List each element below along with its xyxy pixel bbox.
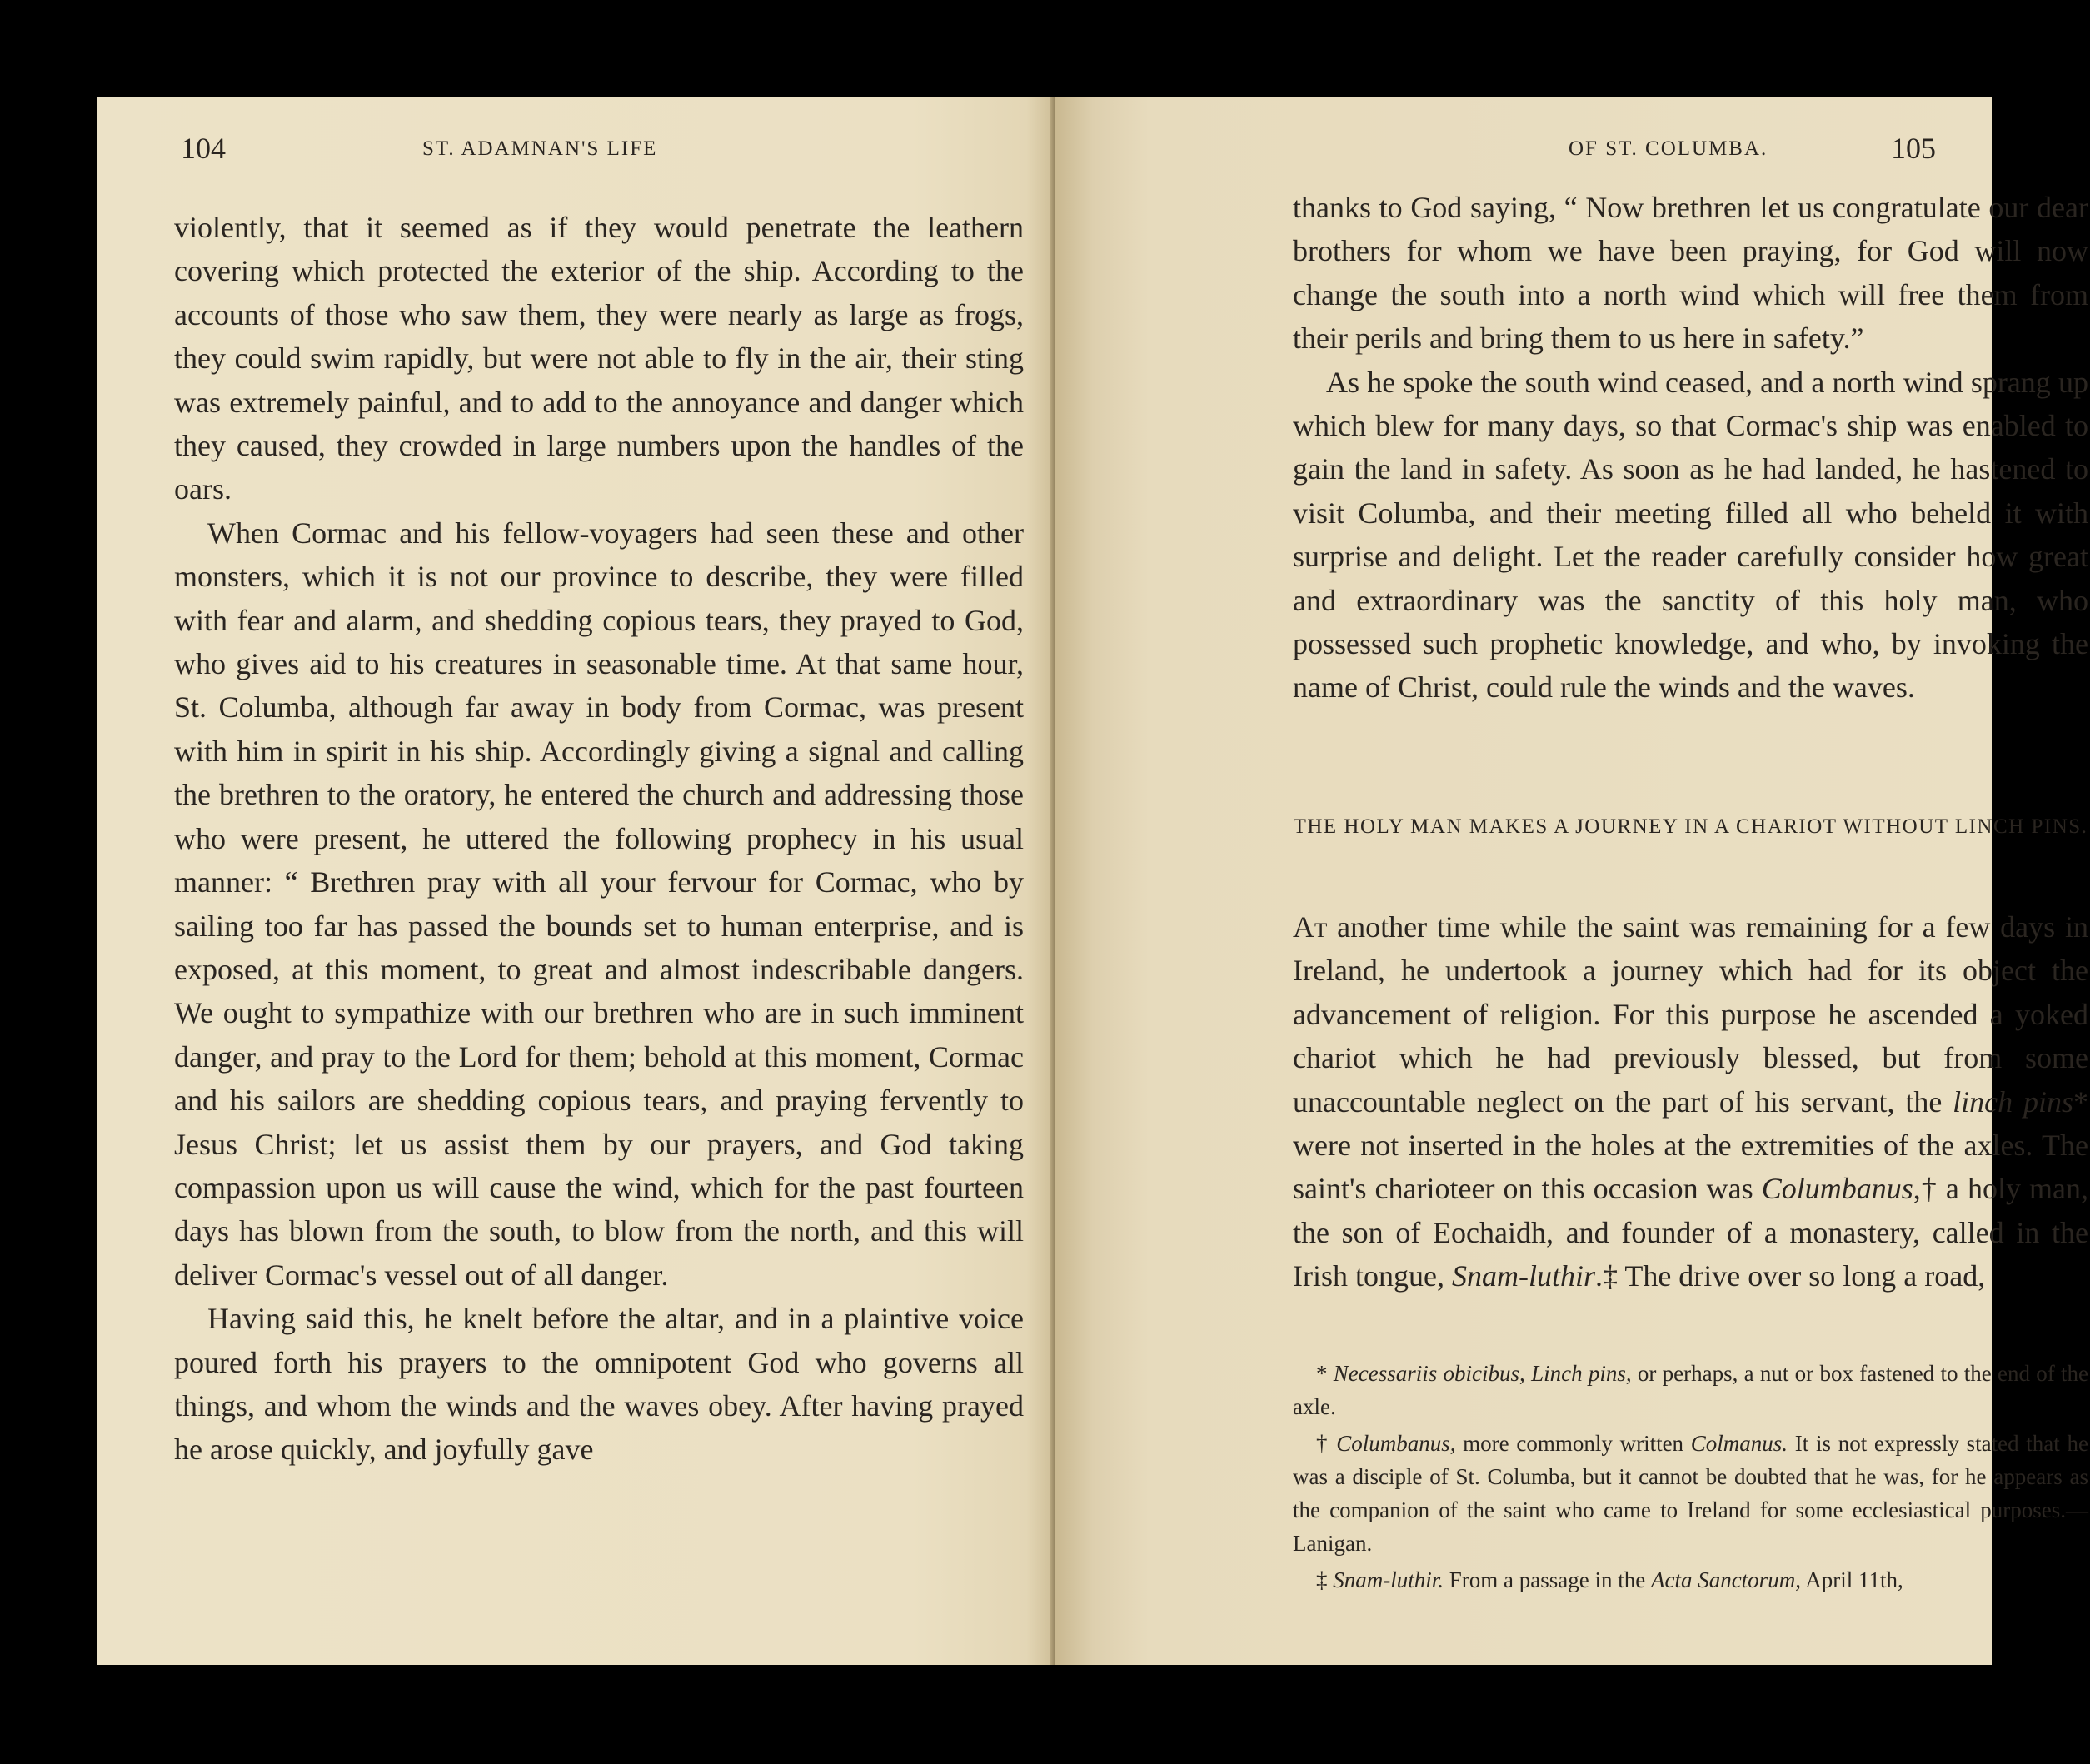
section-text-2: * were not inserted in the holes at the extremities of the axles. The saint's charioteer on this occasion was [1293,1084,2088,1206]
footnote-text: From a passage in the [1444,1567,1651,1592]
footnote-1 [1293,1357,2088,1423]
footnote-text: more commonly written [1455,1431,1691,1456]
footnote-text: or perhaps, a nut or box fastened to the end of the axle. [1293,1361,2088,1419]
right-page-number: 105 [1891,132,1936,165]
left-paragraph-1: violently, that it seemed as if they would penetrate the leathern covering which protected the exterior of the ship. According to the accounts of those who saw them, they were nearly as large as frogs, they could swim rapidly, but were not able to fly in the air, their sting was extremely painful, and to add to the annoyance and danger which they caused, they crowded in large numbers upon the handles of the oars. [174,211,1024,506]
left-body-text [174,206,1024,1472]
left-page-number: 104 [181,132,226,165]
left-running-head: ST. ADAMNAN'S LIFE [422,137,658,160]
section-italic-1: linch pins [1953,1084,2073,1119]
section-text-4: .‡ The drive over so long a road, [1594,1259,1986,1293]
footnote-3 [1293,1563,2088,1597]
left-page [97,97,1055,1665]
section-heading: THE HOLY MAN MAKES A JOURNEY IN A CHARIOT WITHOUT LINCH PINS. [1293,815,2088,838]
footnote-2 [1293,1427,2088,1560]
footnote-text-b: It is not expressly stated that he was a disciple of St. Columba, but it cannot be doubted that he was, for he appears as the companion of the saint who came to Ireland for some ecclesiastical purposes.—Lanigan. [1293,1431,2088,1556]
section-body-text [1293,905,2088,1298]
footnote-text-b: April 11th, [1800,1567,1903,1592]
open-book [97,97,2088,1665]
footnote-mark: * [1316,1361,1334,1386]
footnote-italic: Columbanus, [1336,1431,1456,1456]
footnote-mark: † [1316,1431,1337,1456]
footnote-italic: Necessariis obicibus, Linch pins, [1333,1361,1632,1386]
right-paragraph-2: As he spoke the south wind ceased, and a north wind sprang up which blew for many days, so that Cormac's ship was enabled to gain the land in safety. As soon as he had landed, he hastened to visit Columba, and their meeting filled all who beheld it with surprise and delight. Let the reader carefully consider how great and extraordinary was the sanctity of this holy man, who possessed such prophetic knowledge, and who, by invoking the name of Christ, could rule the winds and the waves. [1293,365,2088,705]
section-text-3: ,† a holy man, the son of Eochaidh, and founder of a monastery, called in the Irish tongue, [1293,1172,2088,1293]
section-paragraph [1293,905,2088,1298]
footnote-italic: Snam-luthir. [1333,1567,1444,1592]
section-text-1: another time while the saint was remaining for a few days in Ireland, he undertook a journey which had for its object the advancement of religion. For this purpose he ascended a yoked chariot which he had previously blessed, but from some unaccountable neglect on the part of his servant, the [1293,910,2088,1119]
right-running-head: OF ST. COLUMBA. [1569,137,1768,160]
section-lead-word: At [1293,910,1328,944]
footnote-mark: ‡ [1316,1567,1334,1592]
right-body-text [1293,186,2088,710]
footnote-italic-b: Colmanus. [1690,1431,1788,1456]
left-paragraph-2: When Cormac and his fellow-voyagers had seen these and other monsters, which it is not our province to describe, they were filled with fear and alarm, and shedding copious tears, they prayed to God, who gives aid to his creatures in seasonable time. At that same hour, St. Columba, although far away in body from Cormac, was present with him in spirit in his ship. Accordingly giving a signal and calling the brethren to the oratory, he entered the church and addressing those who were present, he uttered the following prophecy in his usual manner: “ Brethren pray with all your fervour for Cormac, who by sailing too far has passed the bounds set to human enterprise, and is exposed, at this moment, to great and almost indescribable dangers. We ought to sympathize with our brethren who are in such imminent danger, and pray to the Lord for them; behold at this moment, Cormac and his sailors are shedding copious tears, and praying fervently to Jesus Christ; let us assist them by our prayers, and God taking compassion upon us will cause the wind, which for the past fourteen days has blown from the south, to blow from the north, and this will deliver Cormac's vessel out of all danger. [174,516,1024,1292]
right-page [1055,97,2088,1665]
footnotes [1293,1357,2088,1600]
section-italic-2: Columbanus [1761,1172,1913,1206]
right-paragraph-1: thanks to God saying, “ Now brethren let us congratulate our dear brothers for whom we have been praying, for God will now change the south into a north wind which will free them from their perils and bring them to us here in safety.” [1293,191,2088,356]
left-paragraph-3: Having said this, he knelt before the altar, and in a plaintive voice poured forth his prayers to the omnipotent God who governs all things, and whom the winds and the waves obey. After having prayed he arose quickly, and joyfully gave [174,1302,1024,1467]
footnote-italic-b: Acta Sanctorum, [1650,1567,1801,1592]
section-italic-3: Snam-luthir [1451,1259,1595,1293]
